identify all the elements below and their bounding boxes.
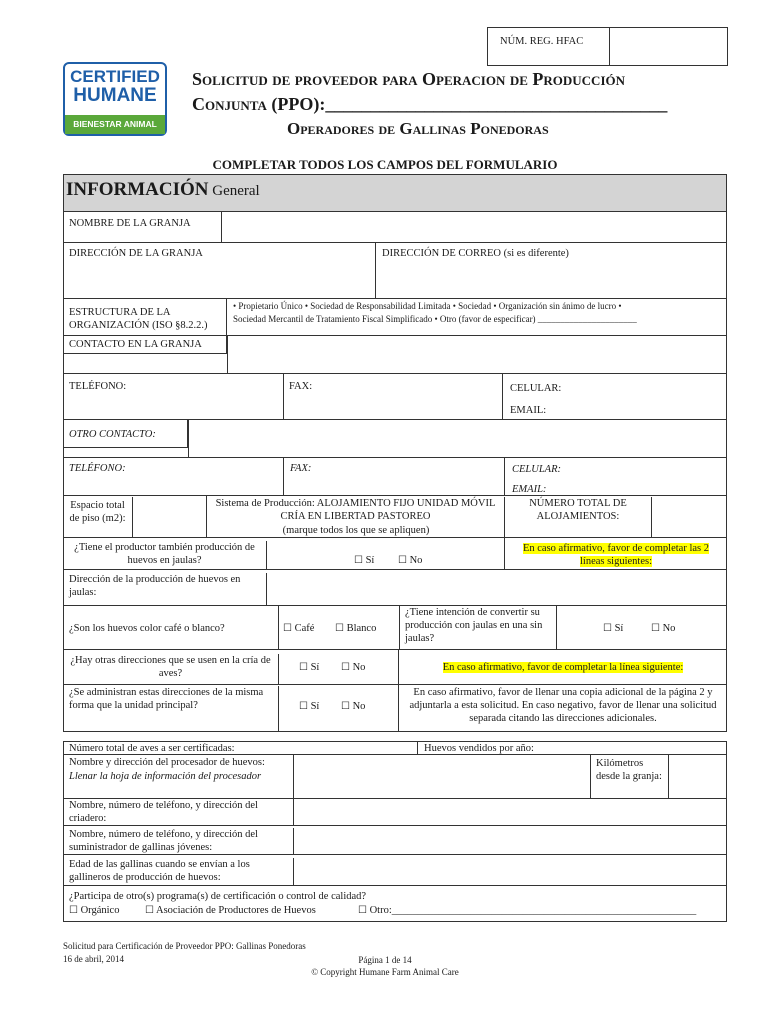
white-label: Blanco [346,623,377,634]
section-title [66,178,260,203]
other-addresses-question: ¿Hay otras direcciones que se usen en la cría de aves? [63,654,279,685]
email-2-label: EMAIL: [512,484,547,495]
footer-date: 16 de abril, 2014 [63,954,124,964]
fax-label: FAX: [289,381,313,392]
managed-no-checkbox-icon[interactable]: ☐ [341,701,350,712]
reg-number-label: NÚM. REG. HFAC [500,36,584,47]
floor-space-label: Espacio total de piso (m2): [63,497,133,538]
caged-no-label: No [409,555,423,566]
other-contact-field[interactable] [188,420,727,458]
caged-question: ¿Tiene el productor también producción de huevos en jaulas? [63,541,267,570]
phone-2-label: TELÉFONO: [69,463,126,474]
programs-question: ¿Participa de otro(s) programa(s) de certificación o control de calidad? [69,891,367,902]
production-system-note: (marque todos los que se apliquen) [282,525,430,536]
caged-address-field[interactable] [268,571,726,605]
other-addresses-answer-cell [279,650,399,685]
egg-color-question: ¿Son los huevos color café o blanco? [63,622,279,650]
cell-2-label: CELULAR: [512,464,562,475]
managed-yes-option[interactable] [299,700,319,713]
mail-address-field[interactable] [377,262,726,298]
certified-humane-logo [63,62,167,136]
title-line-1: Solicitud de proveedor para Operacion de Producción [192,69,626,89]
convert-question: ¿Tiene intención de convertir su producción con jaulas en una sin jaulas? [399,606,557,650]
other-option[interactable] [358,904,696,917]
other-checkbox-icon[interactable]: ☐ [358,905,367,916]
managed-answer-cell [279,685,399,732]
white-checkbox-icon[interactable]: ☐ [335,623,344,634]
reg-number-field[interactable] [611,28,727,65]
org-options-line-1[interactable]: • Propietario Único • Sociedad de Responsabilidad Limitada • Sociedad • Organización sin ánimo de lucro • [233,301,622,311]
title-line-3: Operadores de Gallinas Ponedoras [287,119,549,138]
farm-name-label: NOMBRE DE LA GRANJA [69,218,191,229]
farm-contact-field[interactable] [227,336,727,374]
eggs-sold-label: Huevos vendidos por año: [424,743,534,754]
other-addr-yes-option[interactable] [299,661,319,674]
other-contact-label: OTRO CONTACTO: [69,429,156,440]
managed-no-label: No [352,701,366,712]
fax-2-cell[interactable] [284,458,505,496]
managed-question: ¿Se administran estas direcciones de la misma forma que la unidad principal? [63,686,279,732]
floor-space-field[interactable] [133,496,207,538]
other-addr-yes-checkbox-icon[interactable]: ☐ [299,662,308,673]
other-addr-no-label: No [352,662,366,673]
organic-option[interactable] [69,904,119,917]
fax-cell[interactable] [284,374,503,420]
convert-no-label: No [662,623,676,634]
section-title-rest: General [208,183,260,199]
caged-no-checkbox-icon[interactable]: ☐ [398,555,407,566]
age-label: Edad de las gallinas cuando se envían a los gallineros de producción de huevos: [63,858,294,886]
assoc-label: Asociación de Productores de Huevos [156,905,316,916]
convert-yes-option[interactable] [603,622,623,635]
farm-address-label: DIRECCIÓN DE LA GRANJA [69,248,203,259]
organic-label: Orgánico [80,905,120,916]
other-addr-no-checkbox-icon[interactable]: ☐ [341,662,350,673]
phone-label: TELÉFONO: [69,381,127,392]
managed-note: En caso afirmativo, favor de llenar una copia adicional de la página 2 y adjuntarla a esta solicitud. En caso negativo, favor de llenar una solicitud separada citando las direcciones adicionales. [409,687,717,724]
form-instruction: COMPLETAR TODOS LOS CAMPOS DEL FORMULARIO [212,157,558,172]
convert-no-checkbox-icon[interactable]: ☐ [651,623,660,634]
eggs-sold-field[interactable] [545,742,725,754]
email-label: EMAIL: [510,405,547,416]
caged-note [510,542,722,568]
section-header [63,174,727,212]
km-field[interactable] [670,755,726,799]
farm-contact-label: CONTACTO EN LA GRANJA [69,339,202,350]
footer-page: Página 1 de 14 [358,955,412,965]
other-addresses-note [403,661,723,674]
convert-yes-checkbox-icon[interactable]: ☐ [603,623,612,634]
organic-checkbox-icon[interactable]: ☐ [69,905,78,916]
eggs-sold-divider [417,741,418,755]
farm-name-field[interactable] [223,213,726,242]
footer-doc-title: Solicitud para Certificación de Proveedor PPO: Gallinas Ponedoras [63,941,306,951]
egg-brown-option[interactable] [283,622,314,635]
production-system-divider [207,524,505,538]
caged-note-text: En caso afirmativo, favor de completar las 2 líneas siguientes: [522,543,709,567]
egg-color-divider [63,606,279,650]
caged-yes-label: Sí [365,555,375,566]
assoc-option[interactable] [145,904,316,917]
egg-white-option[interactable] [335,622,376,635]
footer-copyright: © Copyright Humane Farm Animal Care [311,967,459,977]
pullet-field[interactable] [295,827,726,854]
org-structure-label: ESTRUCTURA DE LA ORGANIZACIÓN (ISO §8.2.2.) [69,307,208,331]
logo-line-2: HUMANE [73,85,157,106]
convert-yes-label: Sí [614,623,624,634]
caged-no-option[interactable] [398,554,422,567]
caged-address-label: Dirección de la producción de huevos en jaulas: [63,573,267,606]
managed-yes-checkbox-icon[interactable]: ☐ [299,701,308,712]
total-housing-label: NÚMERO TOTAL DE ALOJAMIENTOS: [505,497,652,538]
production-system-options[interactable]: Sistema de Producción: ALOJAMIENTO FIJO UNIDAD MÓVIL CRÍA EN LIBERTAD PASTOREO [207,497,505,524]
pullet-label: Nombre, número de teléfono, y dirección del suministrador de gallinas jóvenes: [63,828,294,855]
caged-answer-cell [267,538,505,570]
section-title-bold: INFORMACIÓN [66,179,209,200]
org-options-line-2[interactable]: Sociedad Mercantil de Tratamiento Fiscal Simplificado • Otro (favor de especificar) ______________________ [233,314,637,324]
hatchery-field[interactable] [295,800,726,825]
reg-number-box [487,27,728,66]
convert-no-option[interactable] [651,622,675,635]
logo-line-1: CERTIFIED [70,67,160,86]
other-label: Otro:__________________________________________________________ [369,905,697,916]
other-addr-no-option[interactable] [341,661,365,674]
hatchery-label: Nombre, número de teléfono, y dirección del criadero: [63,799,294,826]
cell-label: CELULAR: [510,383,562,394]
km-label: Kilómetros desde la granja: [591,755,669,799]
processor-note: Llenar la hoja de información del procesador [69,771,262,782]
assoc-checkbox-icon[interactable]: ☐ [145,905,154,916]
other-addr-yes-label: Sí [310,662,320,673]
managed-yes-label: Sí [310,701,320,712]
total-birds-field[interactable] [280,742,416,754]
logo-band: BIENESTAR ANIMAL [65,115,165,134]
total-birds-label: Número total de aves a ser certificadas: [69,743,235,754]
processor-field[interactable] [294,755,591,799]
other-addresses-note-text: En caso afirmativo, favor de completar la línea siguiente: [442,662,684,673]
mail-address-label: DIRECCIÓN DE CORREO (si es diferente) [382,248,569,259]
title-line-2: Conjunta (PPO):______________________________________ [192,94,668,114]
caged-yes-option[interactable] [354,554,374,567]
brown-checkbox-icon[interactable]: ☐ [283,623,292,634]
age-field[interactable] [295,856,726,885]
managed-no-option[interactable] [341,700,365,713]
fax-2-label: FAX: [290,463,312,474]
processor-label: Nombre y dirección del procesador de huevos: [69,757,265,768]
caged-yes-checkbox-icon[interactable]: ☐ [354,555,363,566]
total-housing-field[interactable] [652,497,726,538]
brown-label: Café [294,623,315,634]
